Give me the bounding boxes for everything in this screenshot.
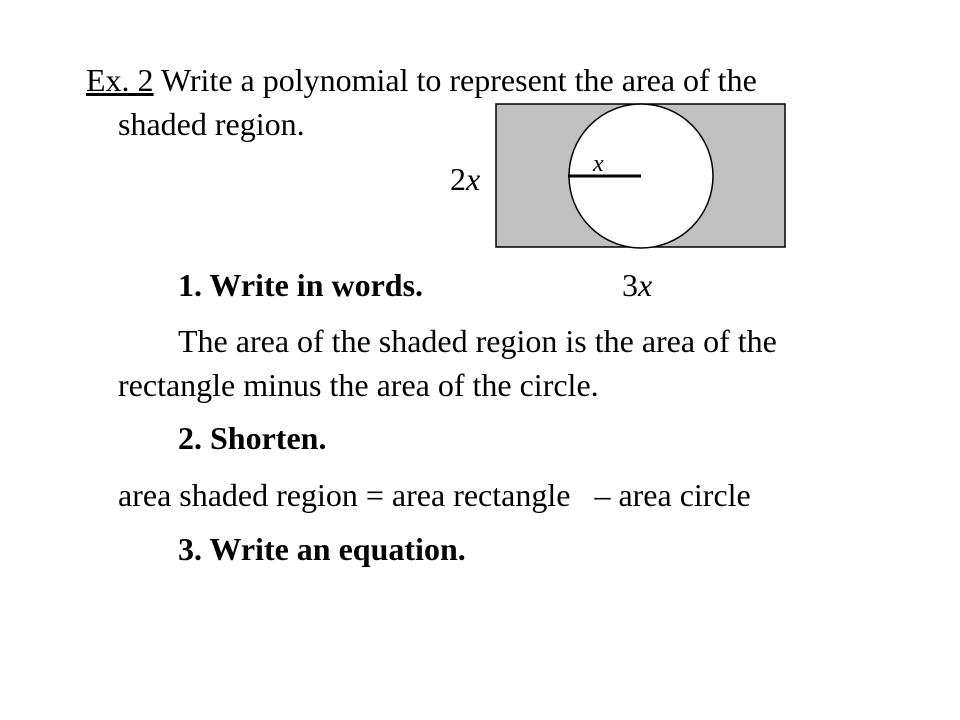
step1-text-line2: rectangle minus the area of the circle.: [118, 367, 599, 403]
step1-heading: 1. Write in words.: [178, 267, 424, 303]
width-variable: x: [638, 267, 653, 303]
height-coefficient: 2: [450, 161, 466, 197]
width-label: [622, 265, 652, 305]
step2-text: area shaded region = area rectangle – area circle: [118, 477, 751, 513]
example-prompt-text: Write a polynomial to represent the area of the: [153, 62, 757, 98]
height-label: [450, 159, 480, 199]
step2-heading: 2. Shorten.: [178, 420, 327, 456]
height-variable: x: [466, 161, 481, 197]
example-prompt-line2: shaded region.: [118, 106, 305, 142]
step3-heading: 3. Write an equation.: [178, 531, 466, 567]
radius-label: x: [593, 151, 604, 177]
width-coefficient: 3: [622, 267, 638, 303]
example-label: Ex. 2: [86, 62, 154, 98]
step1-text-line1: The area of the shaded region is the area of the: [178, 323, 777, 359]
